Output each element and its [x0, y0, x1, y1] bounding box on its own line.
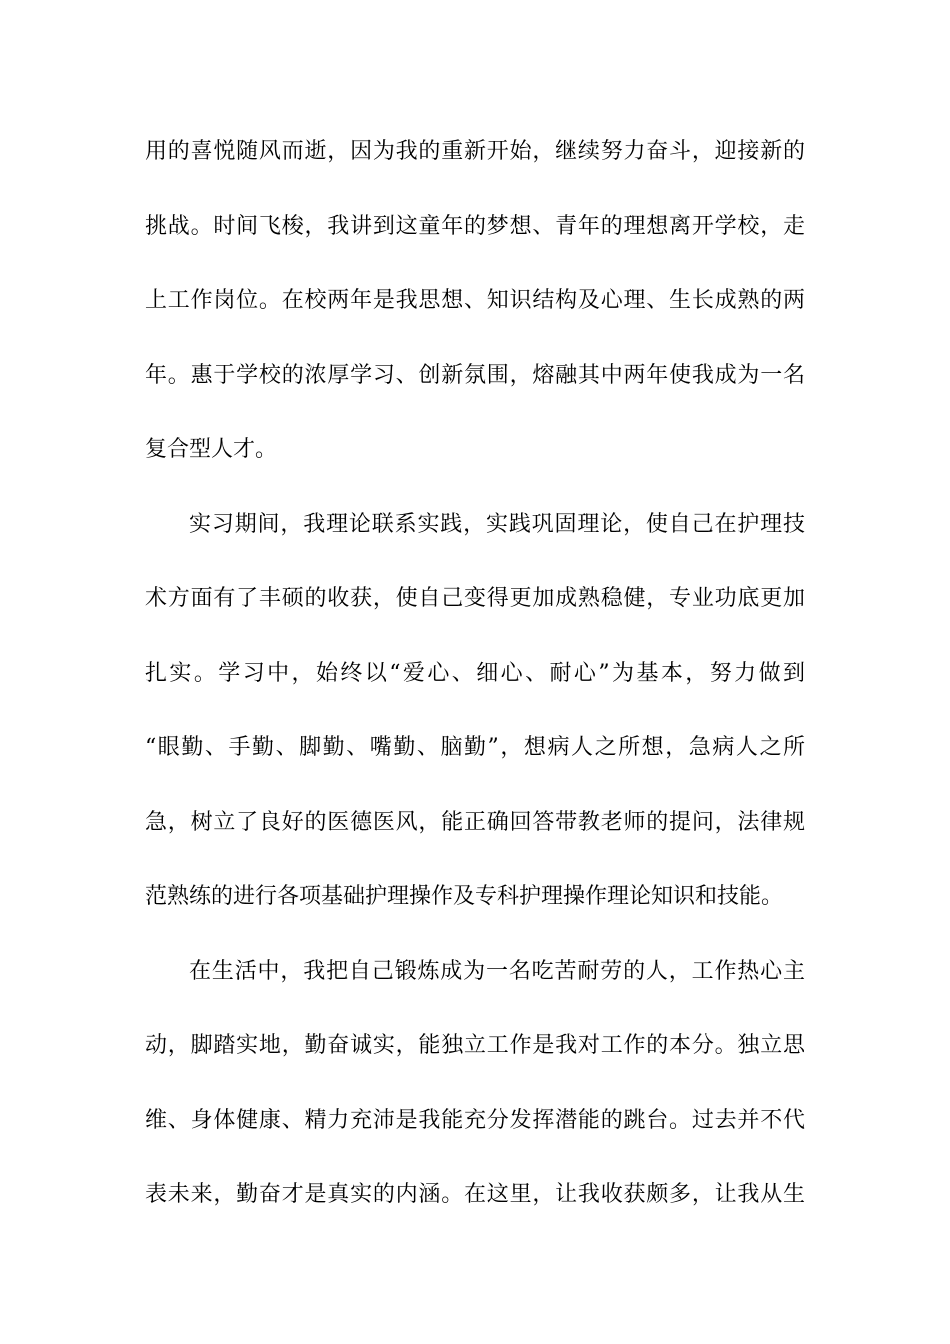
text-line: 术方面有了丰硕的收获，使自己变得更加成熟稳健，专业功底更加: [145, 586, 805, 611]
text-line: 复合型人才。: [145, 437, 278, 462]
text-line: 范熟练的进行各项基础护理操作及专科护理操作理论知识和技能。: [145, 884, 784, 909]
text-line: 急，树立了良好的医德医风，能正确回答带教老师的提问，法律规: [145, 809, 805, 835]
text-line: “眼勤、手勤、脚勤、嘴勤、脑勤”，想病人之所想，急病人之所: [145, 735, 805, 760]
text-line: 扎实。学习中，始终以“爱心、细心、耐心”为基本，努力做到: [145, 660, 805, 686]
text-line: 挑战。时间飞梭，我讲到这童年的梦想、青年的理想离开学校，走: [145, 213, 805, 239]
text-line: 年。惠于学校的浓厚学习、创新氛围，熔融其中两年使我成为一名: [145, 362, 805, 388]
text-line: 在生活中，我把自己锻炼成为一名吃苦耐劳的人，工作热心主: [189, 958, 805, 984]
text-line: 表未来，勤奋才是真实的内涵。在这里，让我收获颇多，让我从生: [145, 1182, 805, 1207]
document-body: [145, 130, 805, 1248]
text-line: 上工作岗位。在校两年是我思想、知识结构及心理、生长成熟的两: [145, 288, 805, 313]
text-line: 用的喜悦随风而逝，因为我的重新开始，继续努力奋斗，迎接新的: [145, 139, 805, 164]
text-line: 维、身体健康、精力充沛是我能充分发挥潜能的跳台。过去并不代: [145, 1107, 805, 1133]
text-line: 动，脚踏实地，勤奋诚实，能独立工作是我对工作的本分。独立思: [145, 1033, 805, 1058]
text-line: 实习期间，我理论联系实践，实践巩固理论，使自己在护理技: [189, 511, 805, 537]
